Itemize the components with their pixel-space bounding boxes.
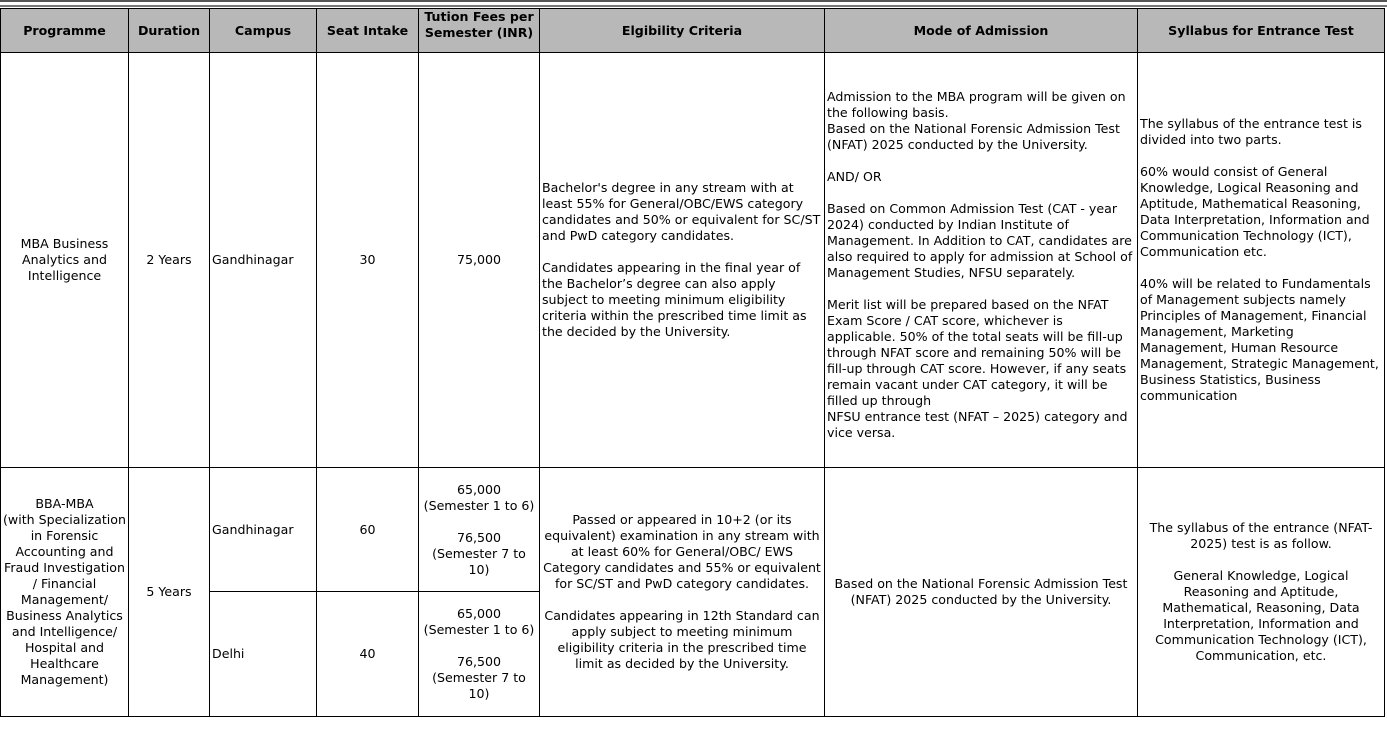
- syllabus-text: The syllabus of the entrance (NFAT-2025) test is as follow.: [1149, 520, 1373, 551]
- admission-cell: [825, 53, 1138, 468]
- duration-cell: 2 Years: [129, 53, 210, 468]
- header-eligibility: Elgibility Criteria: [540, 9, 825, 53]
- eligibility-text: Candidates appearing in the final year of the Bachelor’s degree can also apply subject to meeting minimum eligibility criteria within the prescribed time limit as the decided by the University.: [542, 260, 807, 339]
- fees-cell: [419, 468, 540, 592]
- fees-text: 76,500 (Semester 7 to 10): [432, 529, 526, 577]
- admission-text: Merit list will be prepared based on the NFAT Exam Score / CAT score, whichever is applicable. 50% of the total seats will be fill-up through NFAT score and remaining 50% will be fill-up through CAT score. However, if any seats remain vacant under CAT category, it will be filled up through NFSU entrance test (NFAT – 2025) category and vice versa.: [827, 297, 1128, 440]
- top-rule-2: [0, 5, 1387, 7]
- fees-text: 65,000 (Semester 1 to 6): [423, 606, 535, 637]
- top-rule: [0, 0, 1387, 2]
- eligibility-text: Passed or appeared in 10+2 (or its equivalent) examination in any stream with at least 60% for General/OBC/ EWS Category candidates and 55% or equivalent for SC/ST and PwD category candidates.: [543, 512, 821, 591]
- syllabus-text: The syllabus of the entrance test is divided into two parts.: [1140, 116, 1362, 147]
- eligibility-text: Candidates appearing in 12th Standard can apply subject to meeting minimum eligibility criteria in the prescribed time limit as decided by the University.: [544, 608, 820, 671]
- campus-cell: Gandhinagar: [210, 53, 317, 468]
- eligibility-cell: [540, 53, 825, 468]
- header-programme: Programme: [1, 9, 129, 53]
- header-admission: Mode of Admission: [825, 9, 1138, 53]
- fees-text: 76,500 (Semester 7 to 10): [432, 654, 526, 701]
- seats-cell: 30: [317, 53, 419, 468]
- syllabus-cell: [1138, 53, 1385, 468]
- header-campus: Campus: [210, 9, 317, 53]
- syllabus-text: 40% will be related to Fundamentals of Management subjects namely Principles of Management, Financial Management, Marketing Management, Human Resource Management, Strategic Management, Business Statistics, Business communication: [1140, 276, 1379, 403]
- syllabus-text: General Knowledge, Logical Reasoning and Aptitude, Mathematical, Reasoning, Data Interpretation, Information and Communication Technology (ICT), Communication, etc.: [1155, 568, 1367, 663]
- header-row: [1, 9, 1385, 53]
- eligibility-cell: [540, 468, 825, 717]
- fees-text: 65,000 (Semester 1 to 6): [423, 481, 535, 513]
- programme-cell: MBA Business Analytics and Intelligence: [1, 53, 129, 468]
- header-syllabus: Syllabus for Entrance Test: [1138, 9, 1385, 53]
- seats-cell: 60: [317, 468, 419, 592]
- header-seat-intake: Seat Intake: [317, 9, 419, 53]
- admission-text: Based on Common Admission Test (CAT - year 2024) conducted by Indian Institute of Management. In Addition to CAT, candidates are also required to apply for admission at School of Management Studies, NFSU separately.: [827, 201, 1133, 280]
- header-duration: Duration: [129, 9, 210, 53]
- duration-cell: 5 Years: [129, 468, 210, 717]
- seats-cell: 40: [317, 592, 419, 717]
- fees-cell: [419, 592, 540, 717]
- campus-cell: Delhi: [210, 592, 317, 717]
- table-row: [1, 53, 1385, 468]
- programme-table: [0, 8, 1385, 717]
- campus-cell: Gandhinagar: [210, 468, 317, 592]
- syllabus-cell: [1138, 468, 1385, 717]
- table-row: [1, 468, 1385, 592]
- syllabus-text: 60% would consist of General Knowledge, Logical Reasoning and Aptitude, Mathematical Reasoning, Data Interpretation, Information and Communication Technology (ICT), Communication etc.: [1140, 164, 1370, 259]
- admission-text: AND/ OR: [827, 169, 882, 184]
- admission-text: Admission to the MBA program will be given on the following basis. Based on the National Forensic Admission Test (NFAT) 2025 conducted by the University.: [827, 89, 1126, 152]
- programme-cell: BBA-MBA (with Specialization in Forensic Accounting and Fraud Investigation / Financial Management/ Business Analytics and Intelligence/ Hospital and Healthcare Management): [1, 468, 129, 717]
- header-fees: Tution Fees per Semester (INR): [419, 9, 540, 53]
- eligibility-text: Bachelor's degree in any stream with at least 55% for General/OBC/EWS category candidates and 50% or equivalent for SC/ST and PwD category candidates.: [542, 180, 821, 243]
- fees-cell: 75,000: [419, 53, 540, 468]
- admission-cell: Based on the National Forensic Admission Test (NFAT) 2025 conducted by the University.: [825, 468, 1138, 717]
